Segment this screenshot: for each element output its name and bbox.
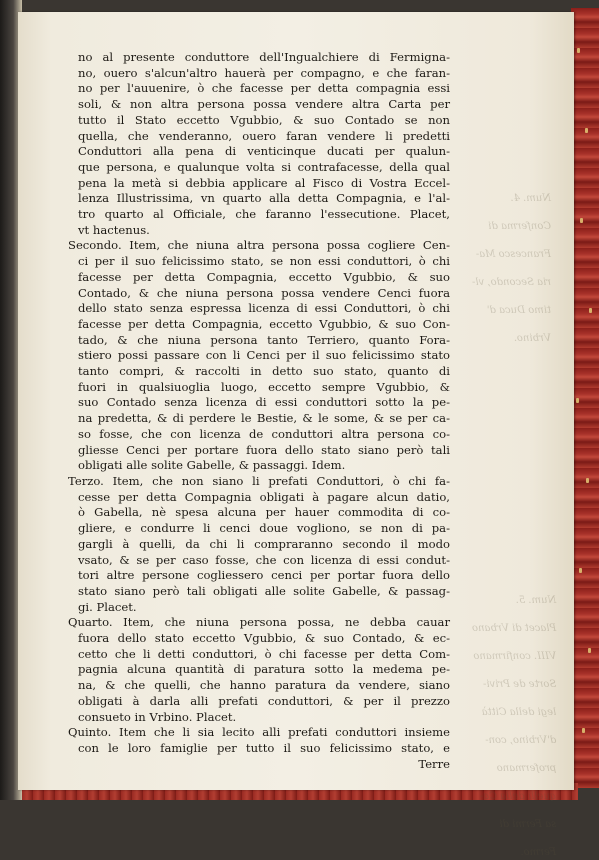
body-text bbox=[68, 50, 450, 772]
bleed-through-note-2: Num. 5. Placet di Vrbano VIII. confirmano Sorte de Privi- legi della Città d'Vrbino, con- profermano quelli della Ca- sa Fermi di Fermo. bbox=[472, 595, 557, 858]
text-line: obligati à darla alli prefati conduttori, & per il prezzo bbox=[78, 693, 450, 708]
text-line: stato siano però tali obligati alle solite Gabelle, & passag- bbox=[78, 583, 450, 598]
text-line: no per l'auuenire, ò che facesse per detta compagnia essi bbox=[78, 81, 450, 96]
text-line: so fosse, che con licenza de conduttori altra persona co- bbox=[78, 426, 450, 441]
text-line: pagnia alcuna quantità di paratura sotto la medema pe- bbox=[78, 662, 450, 677]
text-line: tanto compri, & raccolti in detto suo stato, quanto di bbox=[78, 364, 450, 379]
text-line: Secondo. Item, che niuna altra persona possa cogliere Cen- bbox=[68, 238, 450, 253]
text-line: stiero possi passare con li Cenci per il suo felicissimo stato bbox=[78, 348, 450, 363]
text-line: soli, & non altra persona possa vendere altra Carta per bbox=[78, 97, 450, 112]
text-line: tado, & che niuna persona tanto Terriero, quanto Fora- bbox=[78, 332, 450, 347]
text-line: na predetta, & di perdere le Bestie, & le some, & se per ca- bbox=[78, 411, 450, 426]
text-line: suo Contado senza licenza di essi conduttori sotto la pe- bbox=[78, 395, 450, 410]
text-line: fuori in qualsiuoglia luogo, eccetto sempre Vgubbio, & bbox=[78, 379, 450, 394]
paragraph-continued bbox=[78, 50, 450, 238]
text-line: no al presente conduttore dell'Ingualchiere di Fermigna- bbox=[78, 50, 450, 64]
text-line: pena la metà si debbia applicare al Fisco di Vostra Eccel- bbox=[78, 175, 450, 190]
text-line: Quinto. Item che li sia lecito alli prefati conduttori insieme bbox=[68, 725, 450, 740]
text-line: tori altre persone cogliessero cenci per portar fuora dello bbox=[78, 568, 450, 583]
text-line: no, ouero s'alcun'altro hauerà per compagno, e che faran- bbox=[78, 65, 450, 80]
text-line: cesse per detta Compagnia obligati à pagare alcun datio, bbox=[78, 489, 450, 504]
text-line: fuora dello stato eccetto Vgubbio, & suo Contado, & ec- bbox=[78, 631, 450, 646]
bleed-through-note-1: Num. 4. Conferma di Francesco Ma- ria Secondo, vl- timo Duca d' Vrbino. bbox=[472, 193, 551, 344]
text-line: tutto il Stato eccetto Vgubbio, & suo Contado se non bbox=[78, 112, 450, 127]
red-page-edges bbox=[571, 8, 599, 788]
text-line: que persona, e qualunque volta si contrafacesse, della qual bbox=[78, 159, 450, 174]
catchword: Terre bbox=[418, 756, 450, 771]
text-line: con le loro famiglie per tutto il suo felicissimo stato, e bbox=[78, 740, 450, 755]
text-line: dello stato senza espressa licenza di essi Conduttori, ò chi bbox=[78, 301, 450, 316]
text-line: na, & che quelli, che hanno paratura da vendere, siano bbox=[78, 678, 450, 693]
paragraph-secondo bbox=[68, 238, 450, 474]
text-line: gliere, e condurre li cenci doue vogliono, se non di pa- bbox=[78, 521, 450, 536]
text-line: lenza Illustrissima, vn quarto alla detta Compagnia, e l'al- bbox=[78, 191, 450, 206]
text-line: gi. Placet. bbox=[78, 599, 137, 614]
text-line: ò Gabella, nè spesa alcuna per hauer commodita di co- bbox=[78, 505, 450, 520]
text-line: Quarto. Item, che niuna persona possa, ne debba cauar bbox=[68, 615, 450, 630]
text-line: facesse per detta Compagnia, eccetto Vgubbio, & suo Con- bbox=[78, 316, 450, 331]
text-line: vt hactenus. bbox=[78, 222, 150, 237]
paragraph-terzo bbox=[68, 473, 450, 615]
paragraph-quarto bbox=[68, 615, 450, 725]
paragraph-quinto bbox=[68, 725, 450, 756]
text-line: facesse per detta Compagnia, eccetto Vgubbio, & suo bbox=[78, 269, 450, 284]
text-line: consueto in Vrbino. Placet. bbox=[78, 709, 237, 724]
text-line: cetto che li detti conduttori, ò chi facesse per detta Com- bbox=[78, 646, 450, 661]
text-line: ci per il suo felicissimo stato, se non essi conduttori, ò chi bbox=[78, 254, 450, 269]
text-line: Contado, & che niuna persona possa vendere Cenci fuora bbox=[78, 285, 450, 300]
text-line: gliesse Cenci per portare fuora dello stato siano però tali bbox=[78, 442, 450, 457]
text-line: gargli à quelli, da chi li compraranno secondo il modo bbox=[78, 536, 450, 551]
text-line: Conduttori alla pena di venticinque ducati per qualun- bbox=[78, 144, 450, 159]
text-line: Terzo. Item, che non siano li prefati Conduttori, ò chi fa- bbox=[68, 473, 450, 488]
text-line: tro quarto al Officiale, che faranno l'essecutione. Placet, bbox=[78, 207, 450, 222]
text-line: vsato, & se per caso fosse, che con licenza di essi condut- bbox=[78, 552, 450, 567]
text-line: quella, che venderanno, ouero faran vendere li predetti bbox=[78, 128, 450, 143]
text-line: obligati alle solite Gabelle, & passaggi. Idem. bbox=[78, 458, 346, 473]
